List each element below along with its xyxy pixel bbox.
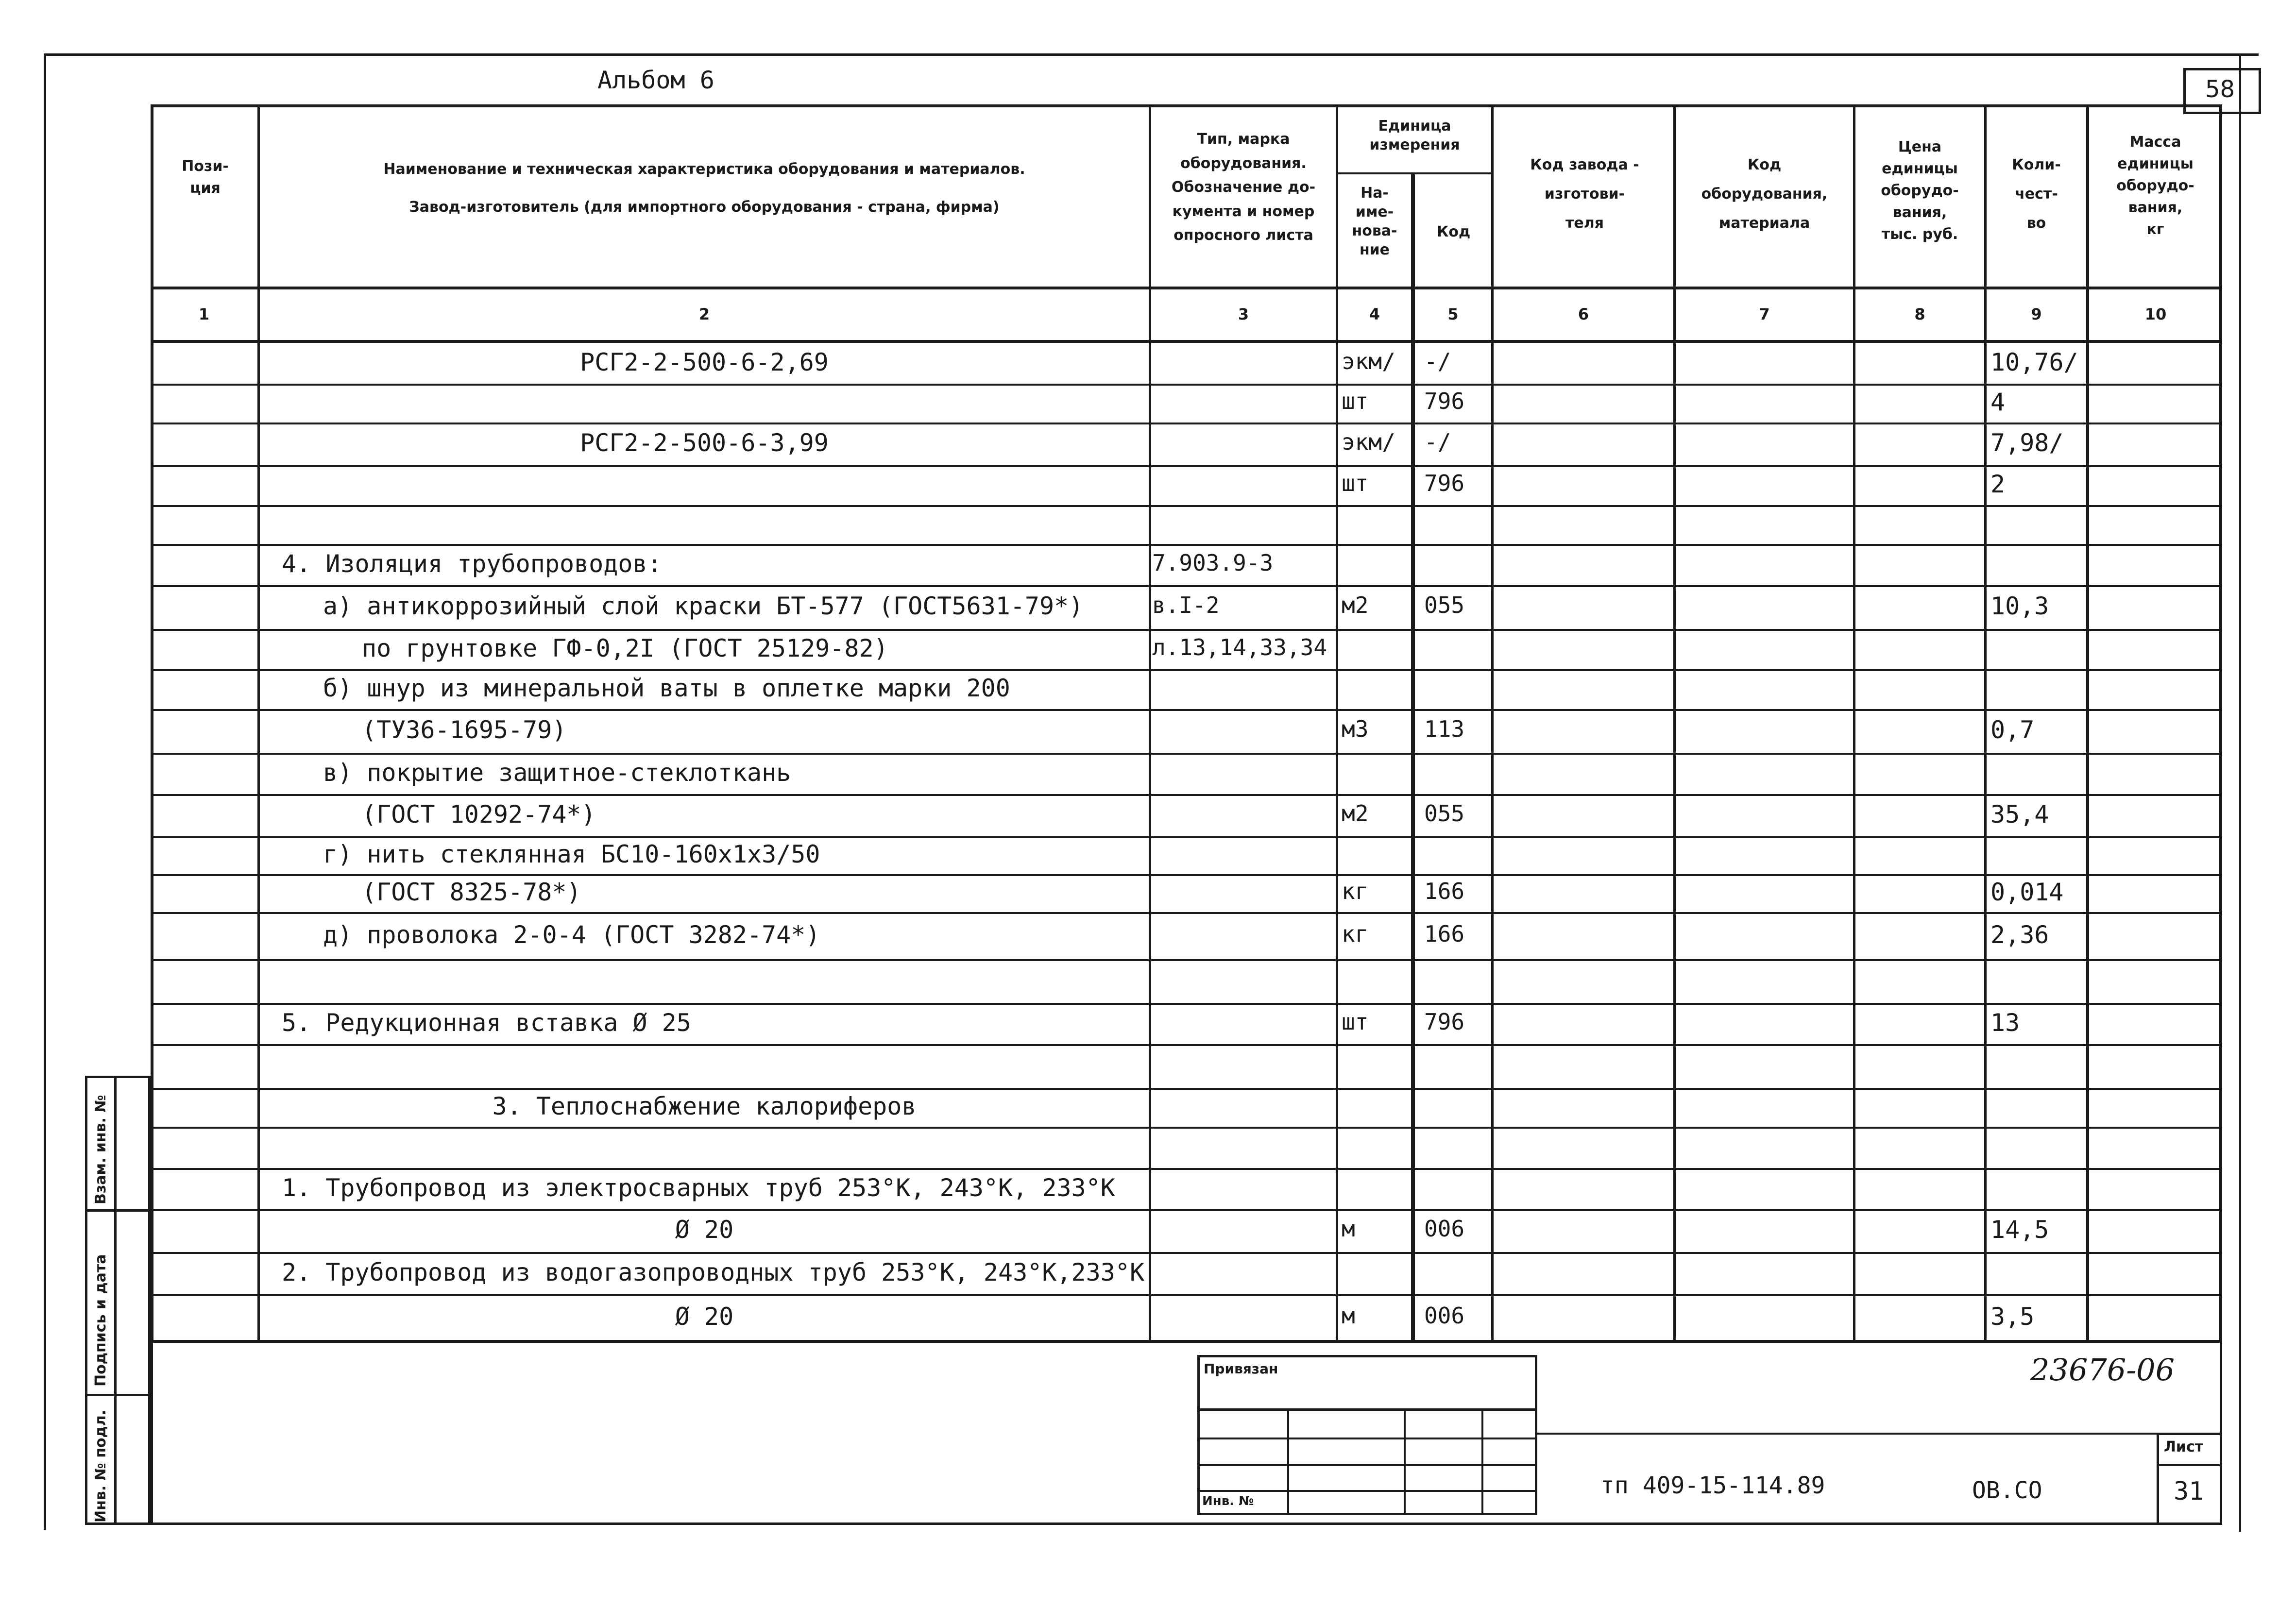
col-num-9: 9 xyxy=(2031,305,2042,323)
row-unit: м3 xyxy=(1342,716,1369,742)
row-name: по грунтовке ГФ-0,2I (ГОСТ 25129-82) xyxy=(362,634,888,662)
row-unit-code: 006 xyxy=(1424,1302,1465,1329)
row-unit-code: 113 xyxy=(1424,716,1465,742)
row-unit: экм/ xyxy=(1342,429,1395,455)
row-quantity: 4 xyxy=(1990,388,2006,416)
row-name: б) шнур из минеральной ваты в оплетке марки 200 xyxy=(323,674,1010,702)
row-unit-code: 166 xyxy=(1424,878,1465,904)
row-name: 5. Редукционная вставка Ø 25 xyxy=(282,1008,691,1037)
row-unit-code: -/ xyxy=(1424,429,1451,455)
row-type: 7.903.9-3 xyxy=(1152,549,1274,576)
row-name: (ТУ36-1695-79) xyxy=(362,716,567,744)
col-header-unit-name: На- име- нова- ние xyxy=(1352,185,1397,258)
row-unit: шт xyxy=(1342,470,1369,496)
col-header-factory-code: Код завода - изготови- теля xyxy=(1530,156,1639,232)
row-name: 1. Трубопровод из электросварных труб 253°К, 243°К, 233°К xyxy=(282,1173,1115,1202)
row-type: л.13,14,33,34 xyxy=(1152,634,1327,660)
row-unit: м xyxy=(1342,1302,1355,1329)
row-unit: кг xyxy=(1342,920,1369,947)
row-name: РСГ2-2-500-6-2,69 xyxy=(580,348,829,376)
row-quantity: 3,5 xyxy=(1990,1302,2035,1331)
col-num-1: 1 xyxy=(198,305,210,323)
page-number: 58 xyxy=(2205,76,2235,103)
col-header-unit-code: Код xyxy=(1436,223,1471,240)
row-quantity: 35,4 xyxy=(1990,800,2049,829)
stamp-designation: тп 409-15-114.89 xyxy=(1600,1472,1825,1499)
row-name: РСГ2-2-500-6-3,99 xyxy=(580,429,829,457)
stamp-list-label: Лист xyxy=(2164,1438,2204,1455)
row-quantity: 10,76/ xyxy=(1990,348,2078,376)
stamp-list-number: 31 xyxy=(2174,1477,2204,1506)
row-quantity: 14,5 xyxy=(1990,1216,2049,1244)
col-num-7: 7 xyxy=(1759,305,1770,323)
col-header-price: Цена единицы оборудо- вания, тыс. руб. xyxy=(1881,138,1959,243)
side-label-original-inv: Инв. № подл. xyxy=(92,1409,109,1522)
row-unit: кг xyxy=(1342,878,1369,904)
row-name: д) проволока 2-0-4 (ГОСТ 3282-74*) xyxy=(323,920,820,949)
row-quantity: 2 xyxy=(1990,470,2006,498)
row-name: Ø 20 xyxy=(675,1216,734,1244)
row-name: 3. Теплоснабжение калориферов xyxy=(492,1092,917,1120)
row-type: в.I-2 xyxy=(1152,592,1220,618)
row-unit: шт xyxy=(1342,1008,1369,1035)
row-quantity: 2,36 xyxy=(1990,920,2049,949)
row-unit: м xyxy=(1342,1216,1355,1242)
row-name: г) нить стеклянная БС10-160х1х3/50 xyxy=(323,840,820,868)
row-unit: м2 xyxy=(1342,592,1369,618)
row-unit: м2 xyxy=(1342,800,1369,827)
col-header-name: Наименование и техническая характеристика оборудования и материалов. Завод-изготовитель (для импортного оборудования - страна, фирма) xyxy=(383,161,1025,216)
row-name: а) антикоррозийный слой краски БТ-577 (ГОСТ5631-79*) xyxy=(323,592,1084,620)
row-unit-code: 796 xyxy=(1424,1008,1465,1035)
row-unit-code: 796 xyxy=(1424,388,1465,414)
stamp-handwritten-number: 23676-06 xyxy=(2030,1352,2175,1387)
stamp-privyazan-label: Привязан xyxy=(1204,1361,1278,1377)
row-unit: экм/ xyxy=(1342,348,1395,374)
row-name: (ГОСТ 10292-74*) xyxy=(362,800,596,829)
row-name: (ГОСТ 8325-78*) xyxy=(362,878,581,906)
row-unit-code: 055 xyxy=(1424,800,1465,827)
row-name: 2. Трубопровод из водогазопроводных труб 253°К, 243°К,233°К xyxy=(282,1258,1145,1286)
row-quantity: 0,7 xyxy=(1990,716,2035,744)
col-num-5: 5 xyxy=(1447,305,1459,323)
col-num-4: 4 xyxy=(1369,305,1380,323)
side-label-replaced-inv: Взам. инв. № xyxy=(92,1095,109,1204)
stamp-sheet-code: ОВ.СО xyxy=(1972,1477,2042,1504)
col-num-6: 6 xyxy=(1578,305,1589,323)
col-header-equipment-code: Код оборудования, материала xyxy=(1701,156,1828,232)
row-name: в) покрытие защитное-стеклоткань xyxy=(323,758,791,787)
album-title: Альбом 6 xyxy=(597,66,714,94)
row-unit-code: 006 xyxy=(1424,1216,1465,1242)
row-quantity: 13 xyxy=(1990,1008,2020,1037)
col-header-quantity: Коли- чест- во xyxy=(2012,156,2061,232)
row-unit-code: 166 xyxy=(1424,920,1465,947)
col-header-type: Тип, марка оборудования. Обозначение до- кумента и номер опросного листа xyxy=(1171,131,1316,244)
row-quantity: 10,3 xyxy=(1990,592,2049,620)
row-name: Ø 20 xyxy=(675,1302,734,1331)
stamp-inv-no-label: Инв. № xyxy=(1202,1494,1254,1508)
row-unit-code: 055 xyxy=(1424,592,1465,618)
col-num-3: 3 xyxy=(1238,305,1249,323)
row-unit-code: -/ xyxy=(1424,348,1451,374)
col-num-10: 10 xyxy=(2144,305,2167,323)
row-unit: шт xyxy=(1342,388,1369,414)
col-num-2: 2 xyxy=(698,305,710,323)
col-num-8: 8 xyxy=(1914,305,1925,323)
col-header-unit-group: Единица измерения xyxy=(1369,118,1460,153)
row-quantity: 7,98/ xyxy=(1990,429,2064,457)
row-name: 4. Изоляция трубопроводов: xyxy=(282,549,662,578)
row-quantity: 0,014 xyxy=(1990,878,2064,906)
side-label-signature-date: Подпись и дата xyxy=(92,1254,109,1387)
col-header-position: Пози- ция xyxy=(182,158,229,197)
col-header-mass: Масса единицы оборудо- вания, кг xyxy=(2116,134,2194,238)
row-unit-code: 796 xyxy=(1424,470,1465,496)
